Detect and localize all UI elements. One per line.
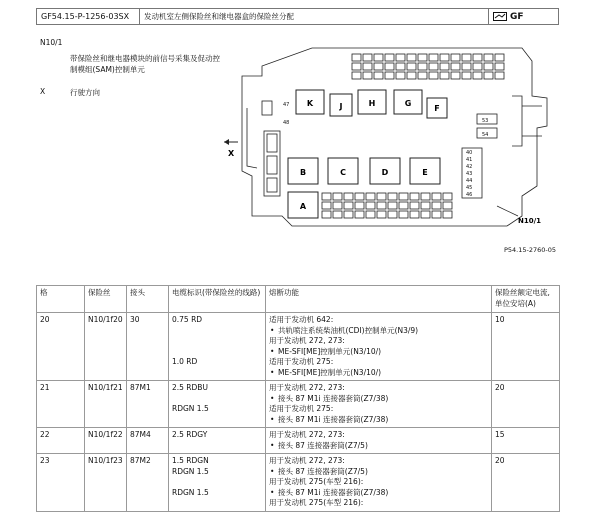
legend (40, 38, 220, 110)
relay-label: J (339, 102, 343, 111)
cell-grid: 21 (37, 381, 85, 428)
svg-text:40: 40 (466, 150, 473, 156)
cable-line (172, 415, 262, 426)
relay-label: B (299, 168, 307, 177)
cell-function (266, 428, 492, 454)
function-line: • 接头 87 连接器套筒(Z7/5) (269, 441, 488, 452)
function-line: 用于发动机 272, 273: (269, 383, 345, 392)
cell-function (266, 381, 492, 428)
function-line: 用于发动机 275(车型 216): (269, 498, 364, 507)
cell-fuse: N10/1f23 (85, 454, 127, 512)
component-label: N10/1 (518, 217, 542, 225)
cell-cable (169, 428, 266, 454)
col-header: 电缆标识(带保险丝的线路) (169, 286, 266, 313)
cell-amp: 20 (492, 454, 560, 512)
relay-label: K (306, 99, 314, 108)
legend-item (40, 38, 220, 47)
col-header: 接头 (127, 286, 169, 313)
svg-text:42: 42 (466, 164, 473, 170)
function-line: 用于发动机 272, 273: (269, 430, 345, 439)
table-row (37, 313, 560, 381)
col-header: 保险丝额定电流,单位安培(A) (492, 286, 560, 313)
svg-text:41: 41 (466, 157, 473, 163)
header-bar (36, 8, 559, 25)
direction-label: X (228, 149, 235, 158)
relay-label: D (381, 168, 389, 177)
figure-reference: P54.15-2760-05 (503, 246, 556, 254)
relay-label: E (422, 168, 428, 177)
table-row (37, 381, 560, 428)
function-line: 用于发动机 272, 273: (269, 336, 345, 345)
function-line: • 接头 87 M1i 连接器套筒(Z7/38) (269, 394, 488, 405)
cell-cable (169, 313, 266, 381)
table-row (37, 454, 560, 512)
function-line: • ME-SFI[ME]控制单元(N3/10/) (269, 368, 488, 379)
cell-amp: 10 (492, 313, 560, 381)
cable-line (172, 477, 262, 488)
cell-grid: 22 (37, 428, 85, 454)
cell-function (266, 454, 492, 512)
col-header: 格 (37, 286, 85, 313)
svg-text:48: 48 (283, 120, 290, 126)
table-row (37, 428, 560, 454)
cable-line: RDGN 1.5 (172, 466, 209, 476)
direction-arrow-icon (224, 139, 238, 158)
cable-line: 2.5 RDGY (172, 430, 208, 439)
svg-text:54: 54 (482, 132, 489, 138)
legend-desc: 带保险丝和继电器模块的前信号采集及促动控制模组(SAM)控制单元 (70, 54, 220, 74)
cable-line: RDGN 1.5 (172, 487, 209, 497)
legend-item (40, 87, 220, 98)
cell-fuse: N10/1f22 (85, 428, 127, 454)
cell-amp: 20 (492, 381, 560, 428)
cell-cable (169, 381, 266, 428)
document-code: GF54.15-P-1256-03SX (37, 9, 140, 24)
logo-text: GF (510, 11, 524, 22)
cable-line (172, 368, 262, 379)
cell-fuse: N10/1f21 (85, 381, 127, 428)
legend-key: X (40, 87, 46, 96)
function-line: 适用于发动机 642: (269, 315, 334, 324)
function-line: 适用于发动机 275: (269, 404, 334, 413)
svg-text:46: 46 (466, 192, 473, 198)
cable-line (172, 394, 262, 405)
cable-line (172, 441, 262, 452)
function-line: • ME-SFI[ME]控制单元(N3/10/) (269, 347, 488, 358)
table-header-row (37, 286, 560, 313)
fuse-table (36, 285, 560, 512)
legend-desc: 行驶方向 (70, 88, 100, 97)
cell-cable (169, 454, 266, 512)
cell-pin: 30 (127, 313, 169, 381)
legend-item-desc (40, 53, 220, 75)
svg-text:47: 47 (283, 102, 290, 108)
cell-function (266, 313, 492, 381)
header-logo (489, 9, 558, 24)
function-line: • 接头 87 M1i 连接器套筒(Z7/38) (269, 415, 488, 426)
cable-line (172, 336, 262, 347)
relay-label: F (434, 104, 440, 113)
cable-line (172, 347, 262, 358)
cable-line: 2.5 RDBU (172, 383, 208, 392)
function-line: 用于发动机 275(车型 216): (269, 477, 364, 486)
relay-label: G (404, 99, 412, 108)
service-flag-icon (493, 12, 507, 21)
relay-label: C (340, 168, 346, 177)
relay-group-top (296, 90, 447, 118)
svg-text:53: 53 (482, 118, 489, 124)
cable-line: 1.0 RD (172, 357, 198, 366)
function-line: 用于发动机 272, 273: (269, 456, 345, 465)
cable-line: RDGN 1.5 (172, 404, 209, 413)
cell-fuse: N10/1f20 (85, 313, 127, 381)
function-line: • 接头 87 连接器套筒(Z7/5) (269, 467, 488, 478)
function-line: • 接头 87 M1i 连接器套筒(Z7/38) (269, 488, 488, 499)
svg-text:44: 44 (466, 178, 473, 184)
cable-line: 0.75 RD (172, 315, 203, 324)
cell-grid: 20 (37, 313, 85, 381)
relay-label: H (368, 99, 376, 108)
function-line: • 共轨喷注系统柴油机(CDI)控制单元(N3/9) (269, 326, 488, 337)
document-title: 发动机室左侧保险丝和继电器盒的保险丝分配 (140, 9, 489, 24)
col-header: 保险丝 (85, 286, 127, 313)
legend-key: N10/1 (40, 38, 63, 47)
function-line: 适用于发动机 275: (269, 357, 334, 366)
fuse-box-diagram (222, 36, 558, 244)
cell-pin: 87M4 (127, 428, 169, 454)
col-header: 熔断功能 (266, 286, 492, 313)
relay-label: A (299, 202, 307, 211)
cable-line: 1.5 RDGN (172, 456, 209, 465)
cell-amp: 15 (492, 428, 560, 454)
svg-text:43: 43 (466, 171, 473, 177)
cell-pin: 87M1 (127, 381, 169, 428)
cable-line (172, 326, 262, 337)
cell-pin: 87M2 (127, 454, 169, 512)
cell-grid: 23 (37, 454, 85, 512)
svg-text:45: 45 (466, 185, 473, 191)
